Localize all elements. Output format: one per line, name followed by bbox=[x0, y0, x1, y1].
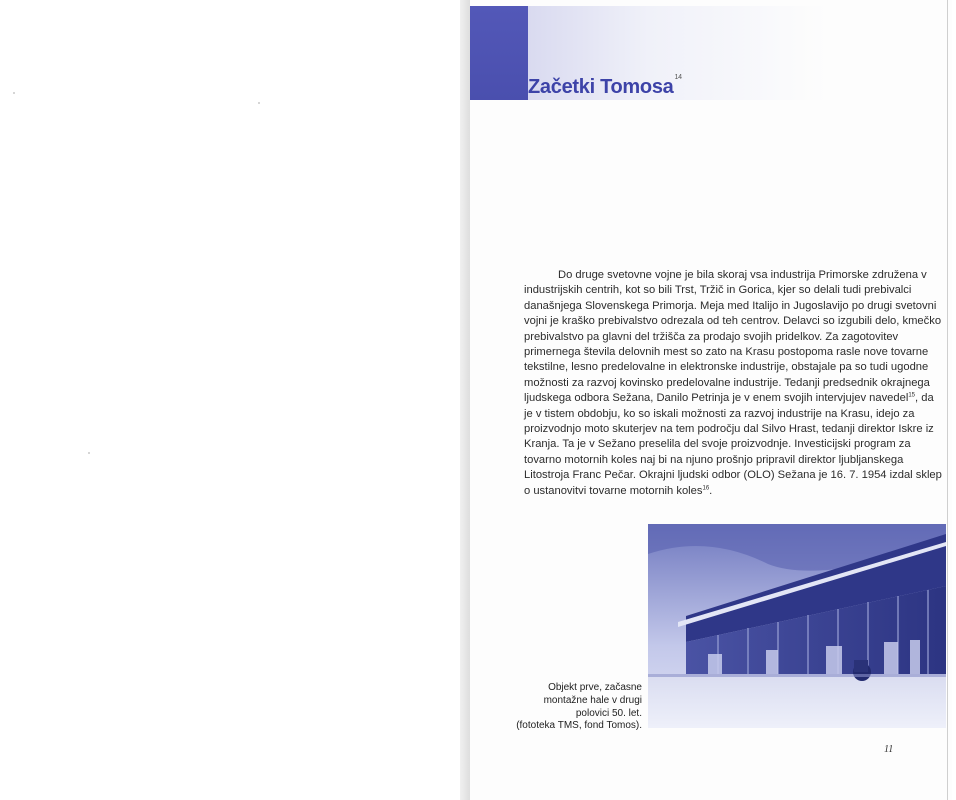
body-paragraph bbox=[524, 268, 942, 499]
paper-speck bbox=[88, 452, 90, 454]
factory-hall-photo bbox=[648, 524, 946, 728]
paragraph-part-1: Do druge svetovne vojne je bila skoraj vsa industrija Primorske združena v industrijskih centrih, kot so bili Trst, Tržič in Gorica, kjer so delali tudi prebivalci današnjega Slovenskega Primorja. Meja med Italijo in Jugoslavijo po drugi svetovni vojni je kraško prebivalstvo odrezala od teh centrov. Delavci so izgubili delo, kmečko prebivalstvo pa glavni del tržišča za prodajo svojih pridelkov. Za zagotovitev primernega števila delovnih mest so zato na Krasu postopoma rasle nove tovarne tekstilne, lesno predelovalne in elektronske industrije, obstajale pa so tudi ugodne možnosti za razvoj kovinsko predelovalne industrije. Tedanji predsednik okrajnega ljudskega odbora Sežana, Danilo Petrinja je v enem svojih intervjujev navedel bbox=[524, 269, 942, 405]
footnote-ref-15: 15 bbox=[908, 392, 916, 399]
paragraph-part-2: , da je v tistem obdobju, ko so iskali možnosti za razvoj industrije na Krasu, idejo za proizvodnjo moto skuterjev na tem področju dal Silvo Hrast, tedanji direktor Iskre iz Kranja. Ta je v Sežano preselila del svoje proizvodnje. Investicijski program za tovarno motornih koles naj bi na njuno prošnjo pripravil direktor ljubljanskega Litostroja Franc Pečar. Okrajni ljudski odbor (OLO) Sežana je 16. 7. 1954 izdal sklep o ustanovitvi tovarne motornih koles bbox=[524, 392, 942, 497]
page-edge bbox=[947, 0, 948, 800]
chapter-title bbox=[528, 76, 682, 99]
right-page bbox=[470, 0, 952, 800]
left-blank-page bbox=[0, 0, 460, 800]
caption-line: montažne hale v drugi bbox=[543, 694, 642, 706]
paper-speck bbox=[13, 92, 15, 94]
caption-line: Objekt prve, začasne bbox=[548, 682, 642, 693]
footnote-ref-14: 14 bbox=[674, 74, 682, 81]
caption-line: polovici 50. let. bbox=[575, 707, 642, 719]
page-number: 11 bbox=[884, 744, 894, 755]
paragraph-part-3: . bbox=[709, 484, 713, 497]
paper-speck bbox=[258, 102, 260, 104]
chapter-title-text: Začetki Tomosa bbox=[528, 76, 674, 98]
caption-line: (fototeka TMS, fond Tomos). bbox=[516, 720, 642, 732]
chapter-color-block bbox=[470, 6, 528, 100]
photo-caption bbox=[500, 682, 642, 733]
factory-hall-illustration bbox=[648, 524, 946, 728]
footnote-ref-16: 16 bbox=[702, 484, 710, 491]
